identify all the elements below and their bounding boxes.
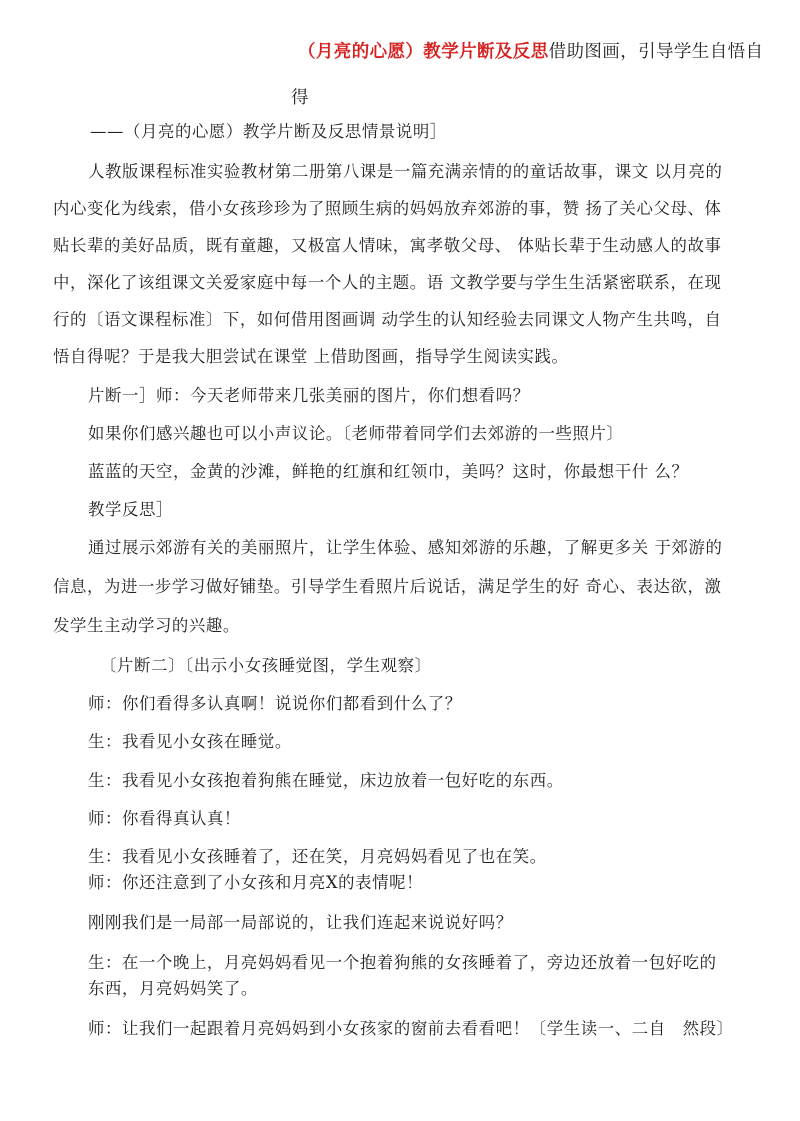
dialogue-line-5: 生：我看见小女孩睡着了，还在笑，月亮妈妈看见了也在笑。	[88, 847, 547, 866]
fragment2-heading: 〔片断二〕〔出示小女孩睡觉图，学生观察〕	[100, 656, 432, 675]
title-highlighted-part: （月亮的心愿）教学片断及反思	[298, 42, 549, 62]
dialogue-line-3: 生：我看见小女孩抱着狗熊在睡觉，床边放着一包好吃的东西。	[88, 771, 564, 790]
intro-line-6: 悟自得呢？于是我大胆尝试在课堂 上借助图画，指导学生阅读实践。	[53, 347, 569, 366]
dialogue-line-9: 东西，月亮妈妈笑了。	[88, 979, 258, 998]
intro-line-4: 中，深化了该组课文关爱家庭中每一个人的主题。语 文教学要与学生生活紧密联系，在现	[53, 273, 722, 292]
reflection-line-3: 发学生主动学习的兴趣。	[53, 616, 240, 635]
reflection-heading: 教学反思］	[88, 500, 173, 519]
reflection-line-2: 信息，为进一步学习做好铺垫。引导学生看照片后说话，满足学生的好 奇心、表达欲，激	[53, 577, 722, 596]
reflection-line-1: 通过展示郊游有关的美丽照片，让学生体验、感知郊游的乐趣，了解更多关 于郊游的	[88, 538, 723, 557]
dialogue-line-4: 师：你看得真认真！	[88, 809, 241, 828]
dialogue-line-2: 生：我看见小女孩在睡觉。	[88, 732, 292, 751]
fragment1-line-3: 蓝蓝的天空，金黄的沙滩，鲜艳的红旗和红领巾，美吗？这时，你最想干什 么？	[88, 462, 689, 481]
intro-line-1: 人教版课程标准实验教材第二册第八课是一篇充满亲情的的童话故事，课文 以月亮的	[88, 162, 723, 181]
intro-line-5: 行的〔语文课程标准〕下，如何借用图画调 动学生的认知经验去同课文人物产生共鸣，自	[53, 310, 722, 329]
fragment1-line-1: 片断一］师：今天老师带来几张美丽的图片，你们想看吗？	[88, 386, 530, 405]
fragment1-line-2: 如果你们感兴趣也可以小声议论。〔老师带着同学们去郊游的一些照片〕	[88, 424, 624, 443]
document-title-continuation: 得	[291, 88, 309, 108]
dialogue-line-8: 生：在一个晚上，月亮妈妈看见一个抱着狗熊的女孩睡着了，旁边还放着一包好吃的	[88, 953, 717, 972]
dialogue-line-6: 师：你还注意到了小女孩和月亮X的表情呢！	[88, 873, 424, 892]
dialogue-line-1: 师：你们看得多认真啊！说说你们都看到什么了？	[88, 694, 462, 713]
dialogue-line-7: 刚刚我们是一局部一局部说的，让我们连起来说说好吗？	[88, 913, 513, 932]
dialogue-line-10: 师：让我们一起跟着月亮妈妈到小女孩家的窗前去看看吧！〔学生读一、二自 然段〕	[88, 1019, 734, 1038]
document-title	[298, 42, 763, 62]
title-plain-part: 借助图画，引导学生自悟自	[548, 42, 764, 62]
document-subtitle: ——（月亮的心愿）教学片断及反思情景说明］	[90, 122, 447, 141]
intro-line-2: 内心变化为线索，借小女孩珍珍为了照顾生病的妈妈放弃郊游的事，赞 扬了关心父母、体	[53, 199, 722, 218]
intro-line-3: 贴长辈的美好品质，既有童趣，又极富人情味，寓孝敬父母、 体贴长辈于生动感人的故事	[53, 236, 722, 255]
